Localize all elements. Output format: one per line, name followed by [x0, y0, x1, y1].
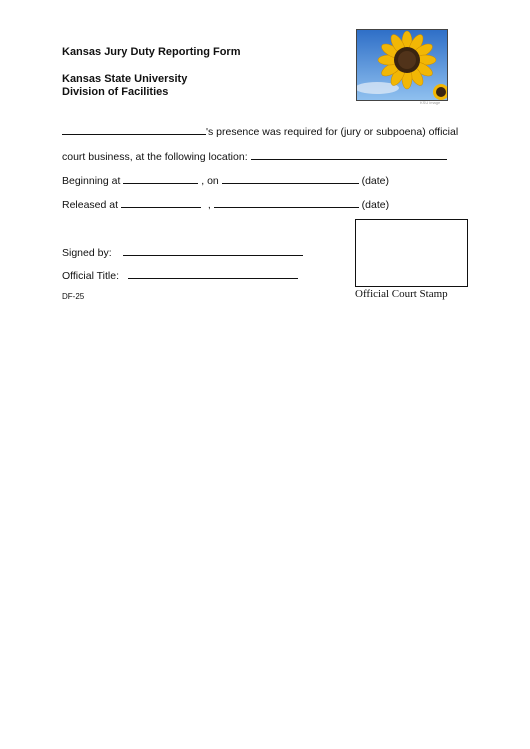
form-line-released — [62, 198, 389, 211]
form-number: DF-25 — [62, 292, 85, 301]
form-line-signed — [62, 246, 303, 259]
official-title-label: Official Title: — [62, 270, 119, 282]
released-date-label: (date) — [361, 199, 390, 211]
sunflower-icon — [357, 30, 447, 100]
name-blank[interactable] — [62, 125, 206, 135]
org-division: Division of Facilities — [62, 86, 169, 98]
image-credit: KSU image — [420, 100, 441, 105]
presence-text: 's presence was required for (jury or subpoena) official — [206, 126, 459, 138]
signature-blank[interactable] — [123, 246, 303, 256]
released-label: Released at — [62, 199, 119, 211]
beginning-label: Beginning at — [62, 175, 121, 187]
sunflower-image — [356, 29, 448, 101]
released-comma: , — [207, 199, 211, 211]
form-line-presence — [62, 125, 458, 138]
location-blank[interactable] — [251, 150, 447, 160]
court-stamp-box[interactable] — [355, 219, 468, 287]
released-time-blank[interactable] — [121, 198, 201, 208]
org-name: Kansas State University — [62, 73, 188, 85]
form-line-title — [62, 269, 298, 282]
official-title-blank[interactable] — [128, 269, 298, 279]
released-date-blank[interactable] — [214, 198, 359, 208]
form-title: Kansas Jury Duty Reporting Form — [62, 46, 241, 58]
beginning-date-blank[interactable] — [222, 174, 359, 184]
form-line-beginning — [62, 174, 389, 187]
on-label: , on — [201, 175, 219, 187]
location-label: court business, at the following location: — [62, 151, 248, 163]
court-stamp-label: Official Court Stamp — [355, 288, 448, 300]
beginning-time-blank[interactable] — [123, 174, 198, 184]
beginning-date-label: (date) — [361, 175, 390, 187]
signed-label: Signed by: — [62, 247, 112, 259]
form-line-location — [62, 150, 447, 163]
